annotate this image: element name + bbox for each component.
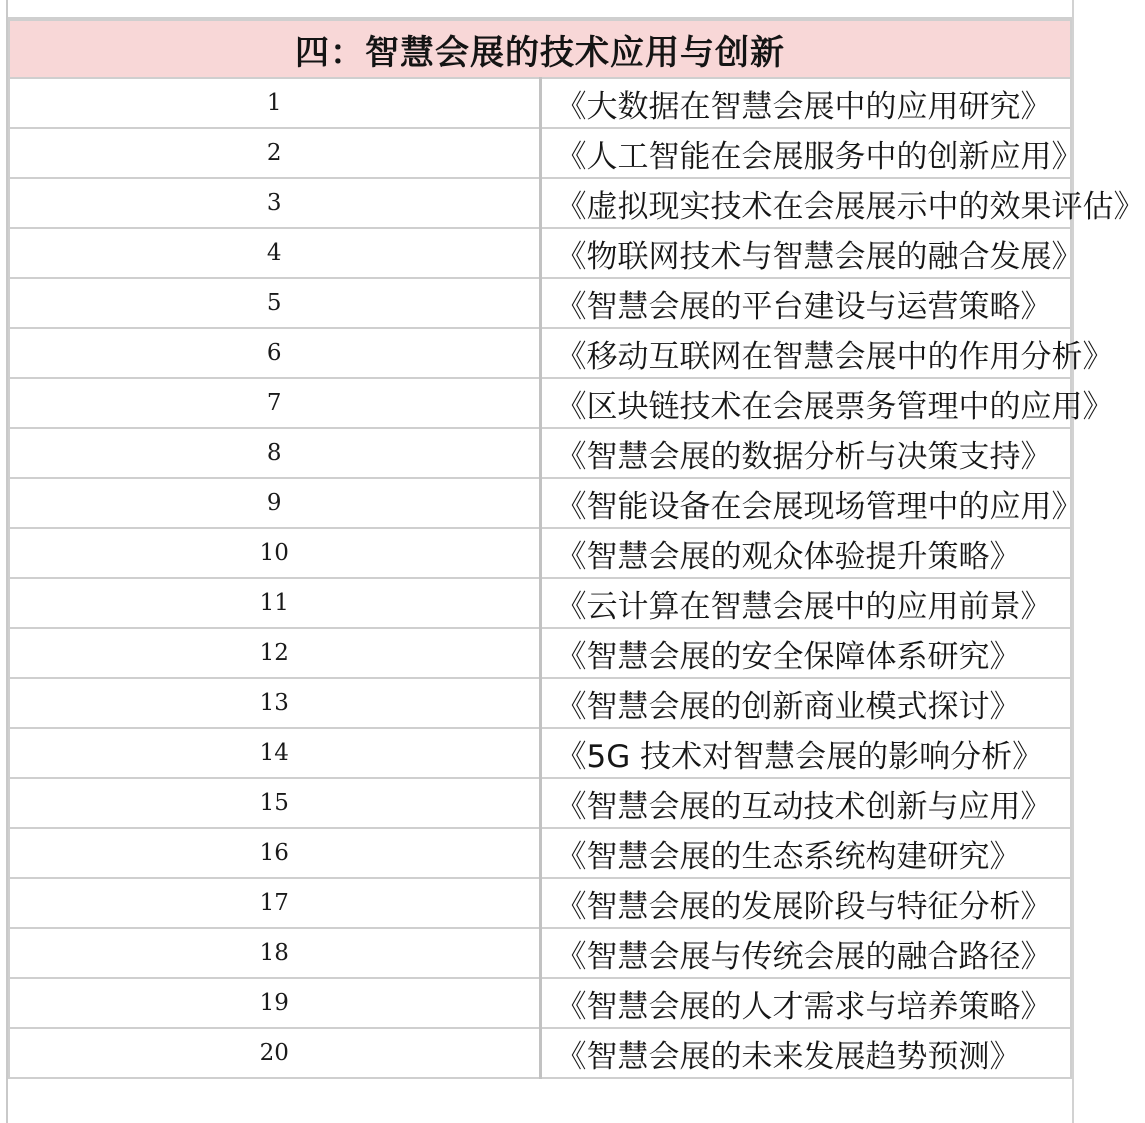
topic-title-cell[interactable]: 《智慧会展的生态系统构建研究》	[540, 828, 1071, 878]
row-number-cell[interactable]: 13	[9, 678, 540, 728]
row-number-cell[interactable]: 7	[9, 378, 540, 428]
table-row	[9, 628, 1071, 678]
table-row	[9, 578, 1071, 628]
topic-title-cell[interactable]: 《移动互联网在智慧会展中的作用分析》	[540, 328, 1071, 378]
topic-title-cell[interactable]: 《大数据在智慧会展中的应用研究》	[540, 78, 1071, 128]
row-number-cell[interactable]: 8	[9, 428, 540, 478]
row-number-cell[interactable]: 15	[9, 778, 540, 828]
table-row	[9, 928, 1071, 978]
top-partial-row	[8, 0, 1072, 19]
row-number-cell[interactable]: 19	[9, 978, 540, 1028]
topic-title-cell[interactable]: 《智慧会展与传统会展的融合路径》	[540, 928, 1071, 978]
topic-title-cell[interactable]: 《人工智能在会展服务中的创新应用》	[540, 128, 1071, 178]
topic-title-cell[interactable]: 《智慧会展的创新商业模式探讨》	[540, 678, 1071, 728]
topic-table	[8, 19, 1145, 1079]
row-number-cell[interactable]: 12	[9, 628, 540, 678]
topic-title-cell[interactable]: 《智慧会展的数据分析与决策支持》	[540, 428, 1071, 478]
table-row	[9, 228, 1071, 278]
table-row	[9, 828, 1071, 878]
topic-title-cell[interactable]: 《智慧会展的平台建设与运营策略》	[540, 278, 1071, 328]
row-number-cell[interactable]: 4	[9, 228, 540, 278]
row-number-cell[interactable]: 6	[9, 328, 540, 378]
table-row	[9, 428, 1071, 478]
topic-title-cell[interactable]: 《智慧会展的互动技术创新与应用》	[540, 778, 1071, 828]
row-number-cell[interactable]: 14	[9, 728, 540, 778]
topic-title-cell[interactable]: 《虚拟现实技术在会展展示中的效果评估》	[540, 178, 1071, 228]
topic-title-cell[interactable]: 《智慧会展的发展阶段与特征分析》	[540, 878, 1071, 928]
topic-title-cell[interactable]: 《智慧会展的安全保障体系研究》	[540, 628, 1071, 678]
section-header-row	[9, 20, 1071, 78]
table-row	[9, 278, 1071, 328]
topic-title-cell[interactable]: 《智慧会展的未来发展趋势预测》	[540, 1028, 1071, 1078]
table-row	[9, 1028, 1071, 1078]
row-number-cell[interactable]: 18	[9, 928, 540, 978]
row-number-cell[interactable]: 2	[9, 128, 540, 178]
topic-title-cell[interactable]: 《云计算在智慧会展中的应用前景》	[540, 578, 1071, 628]
topic-title-cell[interactable]: 《物联网技术与智慧会展的融合发展》	[540, 228, 1071, 278]
table-row	[9, 678, 1071, 728]
table-row	[9, 378, 1071, 428]
table-row	[9, 778, 1071, 828]
section-title[interactable]: 四：智慧会展的技术应用与创新	[9, 20, 1071, 78]
topic-title-cell[interactable]: 《智能设备在会展现场管理中的应用》	[540, 478, 1071, 528]
left-edge-column	[0, 0, 8, 1123]
table-row	[9, 478, 1071, 528]
row-number-cell[interactable]: 17	[9, 878, 540, 928]
table-row	[9, 978, 1071, 1028]
topic-title-cell[interactable]: 《区块链技术在会展票务管理中的应用》	[540, 378, 1071, 428]
table-row	[9, 178, 1071, 228]
topic-title-cell[interactable]: 《5G 技术对智慧会展的影响分析》	[540, 728, 1071, 778]
table-row	[9, 878, 1071, 928]
table-row	[9, 528, 1071, 578]
row-number-cell[interactable]: 20	[9, 1028, 540, 1078]
row-number-cell[interactable]: 11	[9, 578, 540, 628]
row-number-cell[interactable]: 1	[9, 78, 540, 128]
row-number-cell[interactable]: 5	[9, 278, 540, 328]
row-number-cell[interactable]: 3	[9, 178, 540, 228]
topic-title-cell[interactable]: 《智慧会展的观众体验提升策略》	[540, 528, 1071, 578]
table-row	[9, 728, 1071, 778]
row-number-cell[interactable]: 16	[9, 828, 540, 878]
topic-title-cell[interactable]: 《智慧会展的人才需求与培养策略》	[540, 978, 1071, 1028]
row-number-cell[interactable]: 9	[9, 478, 540, 528]
table-row	[9, 328, 1071, 378]
table-row	[9, 78, 1071, 128]
row-number-cell[interactable]: 10	[9, 528, 540, 578]
table-row	[9, 128, 1071, 178]
